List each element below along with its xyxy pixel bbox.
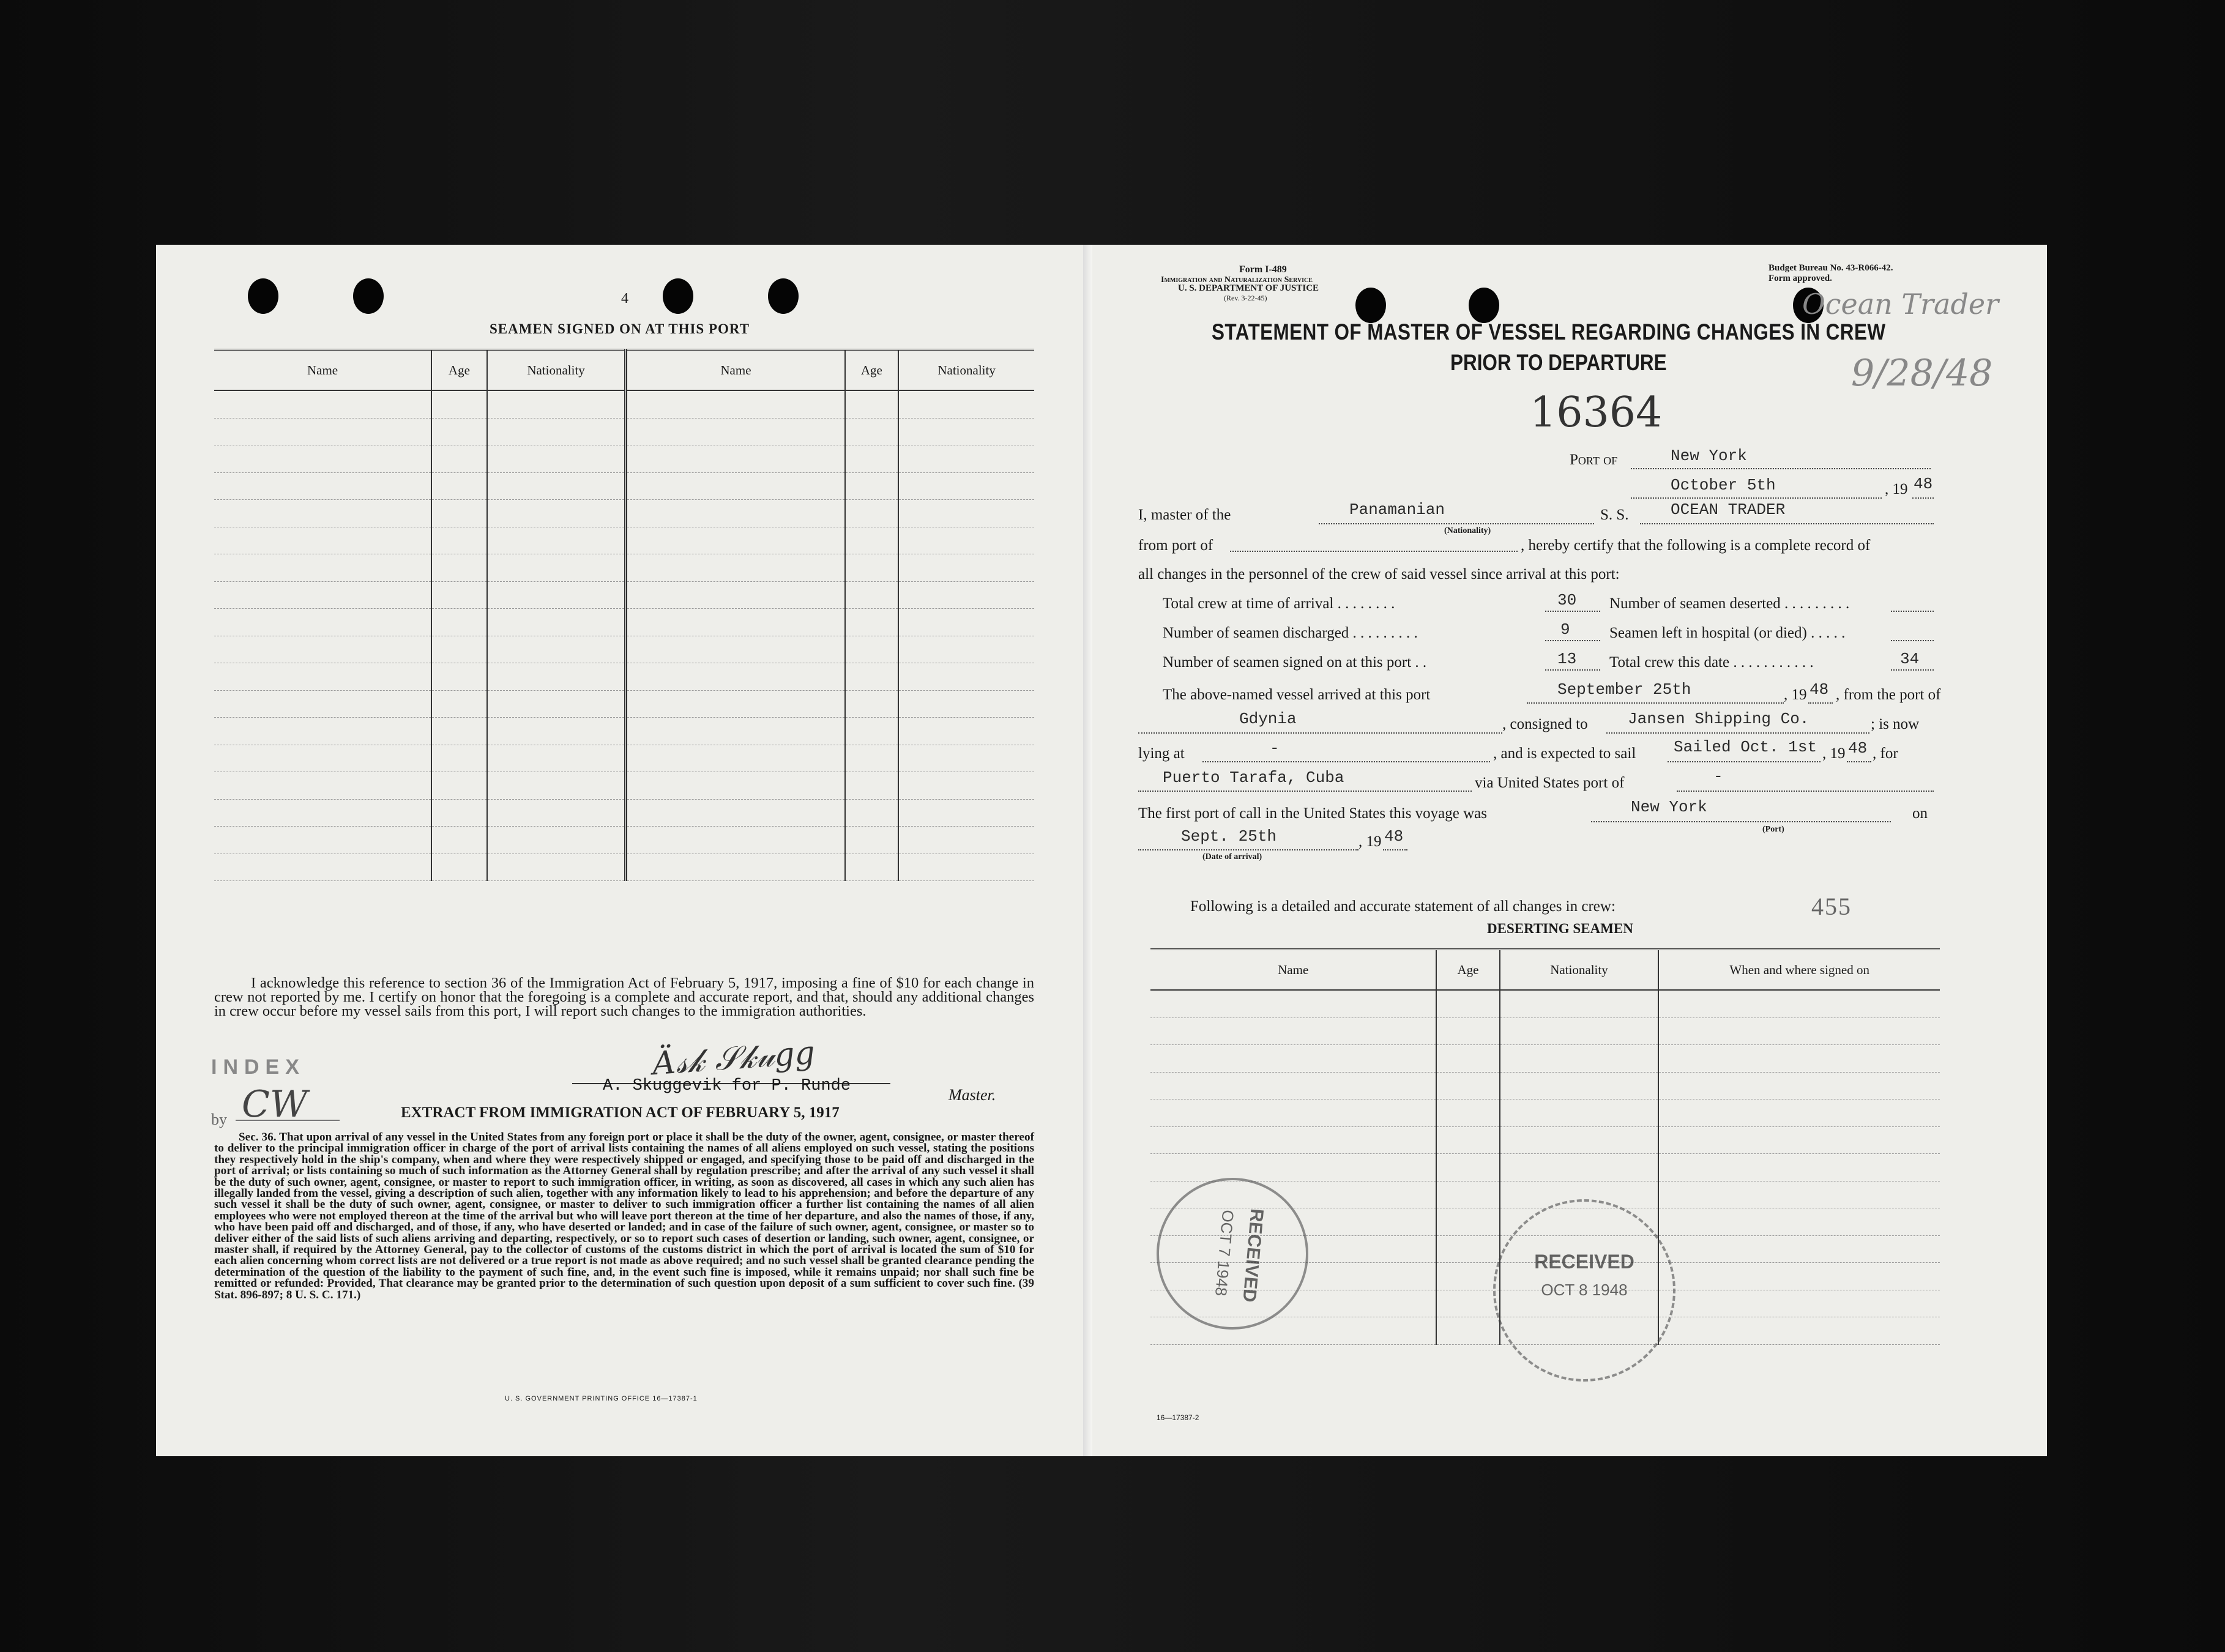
file-number: 16364 xyxy=(1530,389,1663,437)
consignee: Jansen Shipping Co. xyxy=(1628,710,1809,728)
master-label: Master. xyxy=(949,1086,996,1104)
table-cell xyxy=(1500,1154,1659,1181)
seamen-signed-on-table xyxy=(214,349,1034,881)
form-title-line1: STATEMENT OF MASTER OF VESSEL REGARDING CHANGES IN CREW xyxy=(1212,319,1886,344)
table-cell xyxy=(487,745,626,772)
table-row xyxy=(214,472,1034,500)
statement-date: October 5th xyxy=(1671,476,1776,494)
table-cell xyxy=(898,609,1034,636)
table-cell xyxy=(898,854,1034,881)
table-row xyxy=(214,745,1034,772)
table-cell xyxy=(845,500,899,527)
table-cell xyxy=(1150,1072,1436,1099)
table-cell xyxy=(626,799,845,827)
table-cell xyxy=(1436,1263,1499,1290)
table-cell xyxy=(431,799,487,827)
table-row xyxy=(214,772,1034,800)
table-cell xyxy=(1150,1317,1436,1345)
seamen-signed-on: 13 xyxy=(1557,650,1577,668)
table-cell xyxy=(898,472,1034,500)
table-cell xyxy=(214,799,431,827)
for-label: , for xyxy=(1873,745,1898,762)
following-text: Following is a detailed and accurate statement of all changes in crew: xyxy=(1190,898,1616,915)
table-cell xyxy=(214,827,431,854)
table-cell xyxy=(1436,1290,1499,1317)
table-cell xyxy=(431,581,487,609)
table-cell xyxy=(898,827,1034,854)
table-cell xyxy=(898,636,1034,663)
budget-bureau: Budget Bureau No. 43-R066-42. xyxy=(1768,263,1893,273)
table-cell xyxy=(626,609,845,636)
from-port-label: from port of xyxy=(1138,537,1213,554)
table-cell xyxy=(845,527,899,554)
table-cell xyxy=(1436,1208,1499,1236)
table-cell xyxy=(214,390,431,418)
table-cell xyxy=(1436,1181,1499,1208)
table-cell xyxy=(431,745,487,772)
lying-label: lying at xyxy=(1138,745,1185,762)
table-cell xyxy=(898,772,1034,800)
table-row xyxy=(214,609,1034,636)
column-header: When and where signed on xyxy=(1658,950,1940,991)
table-row xyxy=(214,445,1034,473)
table-cell xyxy=(1500,1126,1659,1154)
all-changes-text: all changes in the personnel of the crew of said vessel since arrival at this port: xyxy=(1138,566,1620,582)
table-cell xyxy=(898,799,1034,827)
first-port-value: New York xyxy=(1631,798,1707,816)
table-cell xyxy=(487,390,626,418)
form-approved: Form approved. xyxy=(1768,273,1832,283)
table-cell xyxy=(845,799,899,827)
table-cell xyxy=(431,772,487,800)
table-row xyxy=(1150,990,1940,1018)
table-body xyxy=(214,390,1034,881)
table-cell xyxy=(626,636,845,663)
table-cell xyxy=(487,718,626,745)
table-row xyxy=(214,718,1034,745)
table-row xyxy=(214,636,1034,663)
arrived-year-prefix: , 19 xyxy=(1784,686,1807,703)
table-cell xyxy=(487,772,626,800)
discharged-label: Number of seamen discharged . . . . . . . . . xyxy=(1163,625,1418,641)
acknowledgement-text: I acknowledge this reference to section 36 of the Immigration Act of February 5, 1917, imposing a fine of $10 for each change in crew not reported by me. I certify on honor that the foregoing is a complete and accurate report, and that, should any additional changes in crew occur before my vessel sails from this port, I will report such changes to the immigration authorities. xyxy=(214,975,1034,1019)
table-cell xyxy=(214,772,431,800)
table-row xyxy=(1150,1072,1940,1099)
expected-label: , and is expected to sail xyxy=(1493,745,1636,762)
table-cell xyxy=(626,554,845,582)
table-cell xyxy=(214,854,431,881)
table-row xyxy=(1150,1154,1940,1181)
table-cell xyxy=(626,690,845,718)
table-cell xyxy=(845,636,899,663)
right-page xyxy=(1092,245,2047,1456)
table-row xyxy=(214,663,1034,691)
table-cell xyxy=(898,390,1034,418)
column-header: Age xyxy=(1436,950,1499,991)
table-cell xyxy=(1658,1154,1940,1181)
table-cell xyxy=(1658,1208,1940,1236)
table-cell xyxy=(487,527,626,554)
table-cell xyxy=(431,445,487,473)
table-row xyxy=(214,854,1034,881)
table-cell xyxy=(845,390,899,418)
ss-label: S. S. xyxy=(1600,507,1629,523)
table-cell xyxy=(626,390,845,418)
via-label: via United States port of xyxy=(1475,775,1625,791)
certify-text: , hereby certify that the following is a complete record of xyxy=(1521,537,1871,554)
table-row xyxy=(214,799,1034,827)
table-cell xyxy=(214,472,431,500)
section-title: SEAMEN SIGNED ON AT THIS PORT xyxy=(490,321,750,337)
table-cell xyxy=(431,690,487,718)
table-cell xyxy=(214,609,431,636)
table-cell xyxy=(626,854,845,881)
table-cell xyxy=(898,718,1034,745)
table-cell xyxy=(214,718,431,745)
left-page xyxy=(156,245,1092,1456)
table-cell xyxy=(1658,1181,1940,1208)
table-cell xyxy=(626,418,845,445)
table-cell xyxy=(431,418,487,445)
column-header: Age xyxy=(845,350,899,391)
arrival-year-prefix: , 19 xyxy=(1358,833,1382,850)
handwritten-vessel-name: Ocean Trader xyxy=(1802,288,1999,321)
table-cell xyxy=(845,827,899,854)
vessel-name: OCEAN TRADER xyxy=(1671,500,1786,519)
table-cell xyxy=(487,609,626,636)
table-cell xyxy=(431,527,487,554)
extract-text: Sec. 36. That upon arrival of any vessel in the United States from any foreign port or place it shall be the duty of the owner, agent, consignee, or master thereof to deliver to the principal immigration officer in charge of the port of arrival lists containing the names of all aliens employed on such vessel, stating the positions they respectively hold in the ship's company, when and where they were respectively shipped or engaged, and specifying those to be paid off and discharged in the port of arrival; or lists containing so much of such information as the Attorney General shall by regulation prescribe; and after the arrival of any such vessel it shall be the duty of such owner, agent, consignee, or master to report to such immigration officer, in writing, as soon as discovered, all cases in which any such alien has illegally landed from the vessel, giving a description of such alien, together with any information likely to lead to his apprehension; and before the departure of any such vessel it shall be the duty of such owner, agent, consignee, or master to deliver to such immigration officer a further list containing the names of all alien employees who were not employed thereon at the time of the arrival but who will leave port thereon at the time of her departure, and also the names of those, if any, who have been paid off and discharged, and of those, if any, who have deserted or landed; and in case of the failure of such owner, agent, consignee, or master so to deliver either of the said lists of such aliens arriving and departing, respectively, or so to report such cases of desertion or landing, such owner, agent, consignee, or master shall, if required by the Attorney General, pay to the collector of customs of the customs district in which the port of arrival is located the sum of $10 for each alien concerning whom correct lists are not delivered or a true report is not made as above required; and no such vessel shall be granted clearance pending the determination of the question of the liability to the payment of such fine, and, in the event such fine is imposed, while it remains unpaid; nor shall such fine be remitted or refunded: Provided, That clearance may be granted prior to the determination of such question upon deposit of a sum sufficient to cover such fine. (39 Stat. 896-897; 8 U. S. C. 171.) xyxy=(214,1131,1034,1301)
table-cell xyxy=(1150,1154,1436,1181)
table-row xyxy=(1150,1126,1940,1154)
table-cell xyxy=(845,609,899,636)
table-cell xyxy=(626,772,845,800)
consigned-label: , consigned to xyxy=(1502,716,1588,732)
index-by-label: by xyxy=(211,1111,227,1128)
statement-year: 48 xyxy=(1914,475,1933,493)
table-cell xyxy=(845,581,899,609)
first-port-label: The first port of call in the United States this voyage was xyxy=(1138,805,1488,822)
arrived-date: September 25th xyxy=(1557,680,1691,699)
table-cell xyxy=(1436,1045,1499,1073)
vessel-nationality: Panamanian xyxy=(1349,500,1445,519)
table-cell xyxy=(431,854,487,881)
table-cell xyxy=(1436,1018,1499,1045)
table-cell xyxy=(487,636,626,663)
punch-hole xyxy=(768,278,799,314)
table-cell xyxy=(845,772,899,800)
stamp-text: RECEIVED xyxy=(1534,1251,1634,1273)
table-cell xyxy=(214,500,431,527)
table-row xyxy=(1150,1045,1940,1073)
page-number: 4 xyxy=(621,291,628,307)
total-crew-arrival-label: Total crew at time of arrival . . . . . . . . xyxy=(1163,595,1395,612)
table-cell xyxy=(845,663,899,691)
table-cell xyxy=(1658,1018,1940,1045)
signed-on-label: Number of seamen signed on at this port . . xyxy=(1163,654,1427,671)
date-of-arrival: Sept. 25th xyxy=(1181,827,1277,846)
table-row xyxy=(214,554,1034,582)
index-stamp: INDEX xyxy=(211,1055,305,1079)
table-cell xyxy=(487,472,626,500)
table-cell xyxy=(1658,1072,1940,1099)
table-cell xyxy=(1658,1099,1940,1127)
table-cell xyxy=(487,854,626,881)
table-cell xyxy=(1658,1263,1940,1290)
table-cell xyxy=(1500,1018,1659,1045)
table-cell xyxy=(626,527,845,554)
table-cell xyxy=(1150,1126,1436,1154)
printer-mark: U. S. GOVERNMENT PRINTING OFFICE 16—17387-1 xyxy=(505,1395,698,1402)
table-cell xyxy=(214,690,431,718)
index-initials: CW xyxy=(242,1083,308,1126)
table-cell xyxy=(431,390,487,418)
table-cell xyxy=(1436,1126,1499,1154)
table-cell xyxy=(487,690,626,718)
table-cell xyxy=(431,472,487,500)
form-title-line2: PRIOR TO DEPARTURE xyxy=(1450,350,1667,375)
total-crew-date: 34 xyxy=(1900,650,1920,668)
table-cell xyxy=(487,581,626,609)
table-cell xyxy=(1500,1072,1659,1099)
arrived-label: The above-named vessel arrived at this port xyxy=(1163,686,1431,703)
table-cell xyxy=(898,690,1034,718)
table-cell xyxy=(1150,1099,1436,1127)
port-caption: (Port) xyxy=(1762,825,1784,834)
table-cell xyxy=(898,500,1034,527)
table-cell xyxy=(214,445,431,473)
column-header: Name xyxy=(626,350,845,391)
date-caption: (Date of arrival) xyxy=(1202,852,1262,861)
table-cell xyxy=(1658,1126,1940,1154)
column-header: Name xyxy=(1150,950,1436,991)
stamp-date: OCT 8 1948 xyxy=(1541,1281,1628,1299)
from-port-of-label: , from the port of xyxy=(1836,686,1941,703)
table-cell xyxy=(1436,1235,1499,1263)
table-cell xyxy=(626,445,845,473)
handwritten-date: 9/28/48 xyxy=(1851,352,1993,395)
table-cell xyxy=(626,472,845,500)
table-cell xyxy=(487,554,626,582)
table-cell xyxy=(1150,1045,1436,1073)
arrived-year: 48 xyxy=(1809,680,1829,699)
table-cell xyxy=(898,663,1034,691)
column-header: Nationality xyxy=(487,350,626,391)
seamen-discharged: 9 xyxy=(1560,620,1570,639)
table-cell xyxy=(898,527,1034,554)
is-now-label: ; is now xyxy=(1871,716,1920,732)
table-cell xyxy=(1436,1154,1499,1181)
table-cell xyxy=(626,500,845,527)
punch-hole xyxy=(1469,288,1499,323)
deserting-title: DESERTING SEAMEN xyxy=(1487,921,1633,936)
table-cell xyxy=(845,445,899,473)
stamped-number: 455 xyxy=(1811,893,1852,920)
sail-year: 48 xyxy=(1848,739,1868,757)
table-cell xyxy=(845,418,899,445)
table-cell xyxy=(214,663,431,691)
table-cell xyxy=(1500,1099,1659,1127)
punch-hole xyxy=(663,278,693,314)
year-prefix: , 19 xyxy=(1885,481,1908,497)
table-cell xyxy=(898,418,1034,445)
table-cell xyxy=(845,554,899,582)
table-header-row xyxy=(214,350,1034,391)
table-cell xyxy=(487,445,626,473)
table-cell xyxy=(214,554,431,582)
table-cell xyxy=(431,636,487,663)
table-row xyxy=(1150,1099,1940,1127)
table-cell xyxy=(431,554,487,582)
total-crew-arrival: 30 xyxy=(1557,591,1577,609)
lying-value: - xyxy=(1270,739,1280,757)
destination: Puerto Tarafa, Cuba xyxy=(1163,768,1344,787)
form-number: Form I-489 xyxy=(1239,264,1287,275)
table-cell xyxy=(1436,990,1499,1018)
table-row xyxy=(214,581,1034,609)
table-cell xyxy=(431,663,487,691)
signature-printed: A. Skuggevik for P. Runde xyxy=(603,1077,851,1095)
table-cell xyxy=(214,636,431,663)
table-cell xyxy=(626,745,845,772)
table-cell xyxy=(431,827,487,854)
hospital-label: Seamen left in hospital (or died) . . . . . xyxy=(1609,625,1846,641)
table-row xyxy=(214,418,1034,445)
arrival-year: 48 xyxy=(1384,827,1404,846)
received-stamp xyxy=(1493,1199,1675,1382)
table-cell xyxy=(845,472,899,500)
table-cell xyxy=(431,609,487,636)
table-cell xyxy=(214,745,431,772)
stamp-date: OCT 7 1948 xyxy=(1211,1209,1238,1297)
punch-hole xyxy=(353,278,384,314)
column-header: Name xyxy=(214,350,431,391)
sail-year-prefix: , 19 xyxy=(1822,745,1846,762)
agency-line1: Immigration and Naturalization Service xyxy=(1161,275,1313,285)
table-cell xyxy=(1658,1317,1940,1345)
table-cell xyxy=(845,745,899,772)
deserted-label: Number of seamen deserted . . . . . . . . . xyxy=(1609,595,1850,612)
table-cell xyxy=(1150,990,1436,1018)
table-cell xyxy=(1658,1045,1940,1073)
agency-line2: U. S. DEPARTMENT OF JUSTICE xyxy=(1178,283,1319,293)
table-cell xyxy=(845,718,899,745)
nationality-caption: (Nationality) xyxy=(1444,526,1491,535)
punch-hole xyxy=(248,278,278,314)
table-cell xyxy=(626,663,845,691)
table-row xyxy=(214,690,1034,718)
punch-hole xyxy=(1355,288,1386,323)
table-cell xyxy=(626,581,845,609)
port-of-label: Port of xyxy=(1570,452,1618,468)
stamp-text: RECEIVED xyxy=(1239,1208,1267,1303)
total-crew-date-label: Total crew this date . . . . . . . . . . . xyxy=(1609,654,1814,671)
table-cell xyxy=(487,799,626,827)
column-header: Nationality xyxy=(898,350,1034,391)
table-cell xyxy=(1436,1099,1499,1127)
table-cell xyxy=(214,418,431,445)
table-cell xyxy=(1436,1072,1499,1099)
table-cell xyxy=(845,854,899,881)
table-cell xyxy=(431,718,487,745)
table-header-row xyxy=(1150,950,1940,991)
table-cell xyxy=(487,663,626,691)
table-cell xyxy=(1500,990,1659,1018)
table-cell xyxy=(1658,1290,1940,1317)
table-cell xyxy=(898,554,1034,582)
master-of-label: I, master of the xyxy=(1138,507,1231,523)
table-cell xyxy=(1658,990,1940,1018)
table-cell xyxy=(845,690,899,718)
table-cell xyxy=(1150,1018,1436,1045)
table-cell xyxy=(487,500,626,527)
table-cell xyxy=(898,445,1034,473)
column-header: Nationality xyxy=(1500,950,1659,991)
extract-title: EXTRACT FROM IMMIGRATION ACT OF FEBRUARY 5, 1917 xyxy=(401,1104,840,1121)
column-header: Age xyxy=(431,350,487,391)
master-signature: Ӓ𝓈𝓀 𝒮𝓀𝓊𝑔𝑔 xyxy=(650,1034,816,1083)
table-cell xyxy=(487,827,626,854)
revision-date: (Rev. 3-22-45) xyxy=(1224,294,1267,302)
table-cell xyxy=(214,581,431,609)
table-row xyxy=(214,827,1034,854)
printer-mark: 16—17387-2 xyxy=(1157,1413,1199,1422)
from-port-value: Gdynia xyxy=(1239,710,1297,728)
table-cell xyxy=(1436,1317,1499,1345)
table-cell xyxy=(1500,1045,1659,1073)
table-cell xyxy=(214,527,431,554)
on-label: on xyxy=(1912,805,1928,822)
table-cell xyxy=(626,718,845,745)
table-cell xyxy=(898,581,1034,609)
port-of-value: New York xyxy=(1671,447,1747,465)
table-row xyxy=(1150,1018,1940,1045)
table-row xyxy=(214,527,1034,554)
table-cell xyxy=(431,500,487,527)
sail-value: Sailed Oct. 1st xyxy=(1674,738,1817,756)
table-cell xyxy=(487,418,626,445)
table-cell xyxy=(898,745,1034,772)
table-row xyxy=(214,390,1034,418)
table-row xyxy=(214,500,1034,527)
table-cell xyxy=(1658,1235,1940,1263)
via-value: - xyxy=(1713,767,1723,786)
table-cell xyxy=(626,827,845,854)
